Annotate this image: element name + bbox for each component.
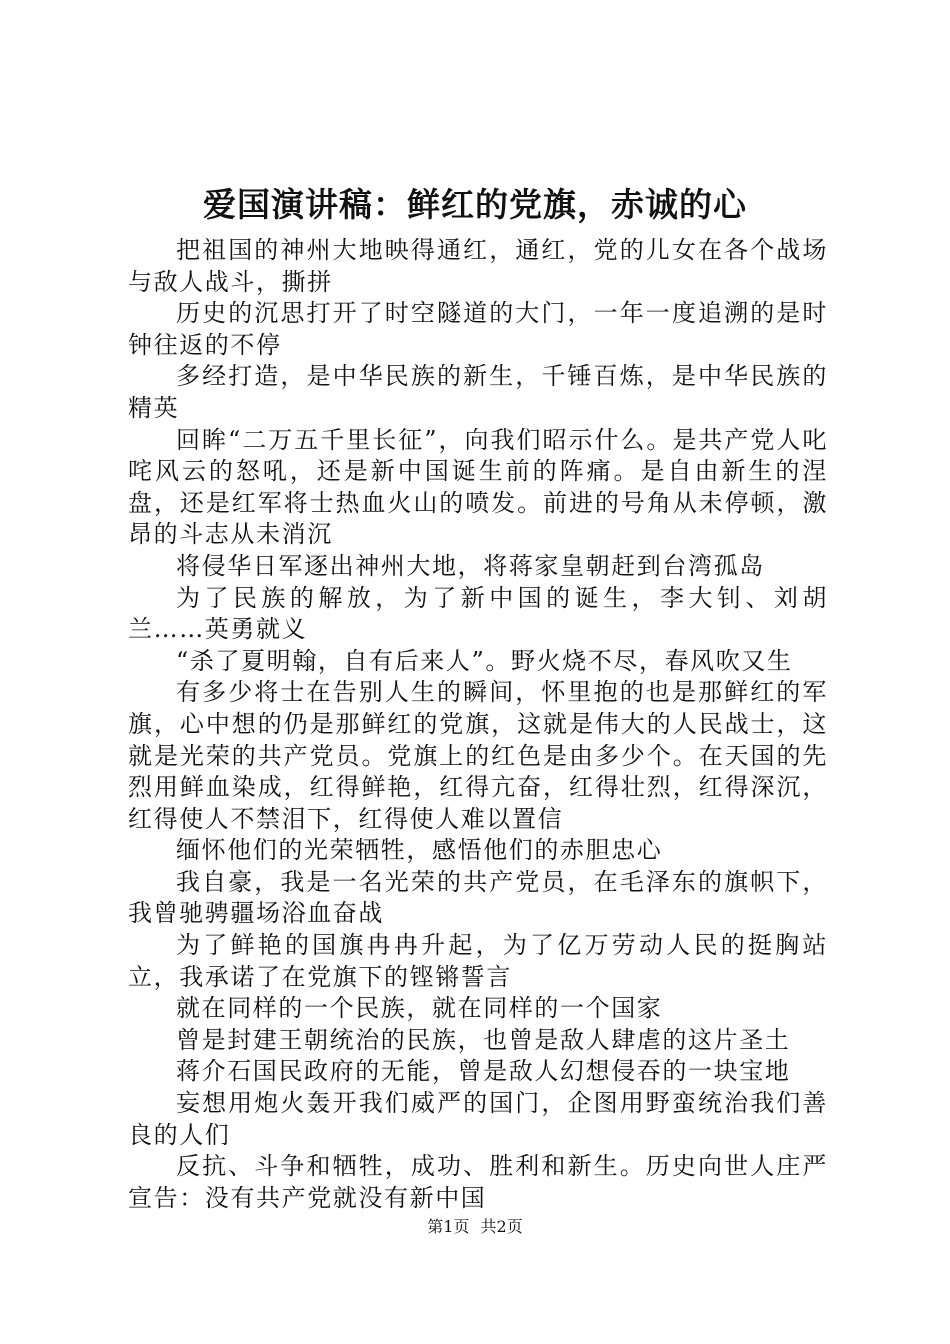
- paragraph: 缅怀他们的光荣牺牲，感悟他们的赤胆忠心: [176, 836, 663, 865]
- current-page-label: 第1页: [427, 1217, 470, 1236]
- paragraph: 为了民族的解放，为了新中国的诞生，李大钊、刘胡兰……英勇就义: [128, 583, 828, 644]
- document-body: [128, 235, 828, 1214]
- paragraph: 妄想用炮火轰开我们威严的国门，企图用野蛮统治我们善良的人们: [128, 1089, 828, 1149]
- paragraph: 历史的沉思打开了时空隧道的大门，一年一度追溯的是时钟往返的不停: [128, 299, 828, 359]
- paragraph: 为了鲜艳的国旗冉冉升起，为了亿万劳动人民的挺胸站立，我承诺了在党旗下的铿锵誓言: [128, 931, 828, 991]
- paragraph: 把祖国的神州大地映得通红，通红，党的儿女在各个战场与敌人战斗，撕拼: [128, 236, 828, 296]
- paragraph: 多经打造，是中华民族的新生，千锤百炼，是中华民族的精英: [128, 362, 828, 422]
- paragraph: 回眸“二万五千里长征”，向我们昭示什么。是共产党人叱咤风云的怒吼，还是新中国诞生前的阵痛。是自由新生的涅盘，还是红军将士热血火山的喷发。前进的号角从未停顿，激昂的斗志从未消沉: [128, 425, 828, 549]
- paragraph: 将侵华日军逐出神州大地，将蒋家皇朝赶到台湾孤岛: [176, 551, 765, 580]
- paragraph: 就在同样的一个民族，就在同样的一个国家: [176, 994, 663, 1023]
- page-footer: [0, 1217, 950, 1237]
- paragraph: 曾是封建王朝统治的民族，也曾是敌人肆虐的这片圣土: [176, 1025, 791, 1054]
- paragraph: 反抗、斗争和牺牲，成功、胜利和新生。历史向世人庄严宣告：没有共产党就没有新中国: [128, 1152, 828, 1212]
- paragraph: 蒋介石国民政府的无能，曾是敌人幻想侵吞的一块宝地: [176, 1057, 791, 1086]
- paragraph: 有多少将士在告别人生的瞬间，怀里抱的也是那鲜红的军旗，心中想的仍是那鲜红的党旗，这就是伟大的人民战士，这就是光荣的共产党员。党旗上的红色是由多少个。在天国的先烈用鲜血染成，红得鲜艳，红得亢奋，红得壮烈，红得深沉，红得使人不禁泪下，红得使人难以置信: [128, 678, 828, 833]
- total-pages-label: 共2页: [480, 1217, 523, 1236]
- paragraph: 我自豪，我是一名光荣的共产党员，在毛泽东的旗帜下，我曾驰骋疆场浴血奋战: [128, 867, 828, 928]
- page-title: 爱国演讲稿：鲜红的党旗，赤诚的心: [203, 185, 747, 224]
- paragraph: “杀了夏明翰，自有后来人”。野火烧不尽，春风吹又生: [176, 646, 793, 675]
